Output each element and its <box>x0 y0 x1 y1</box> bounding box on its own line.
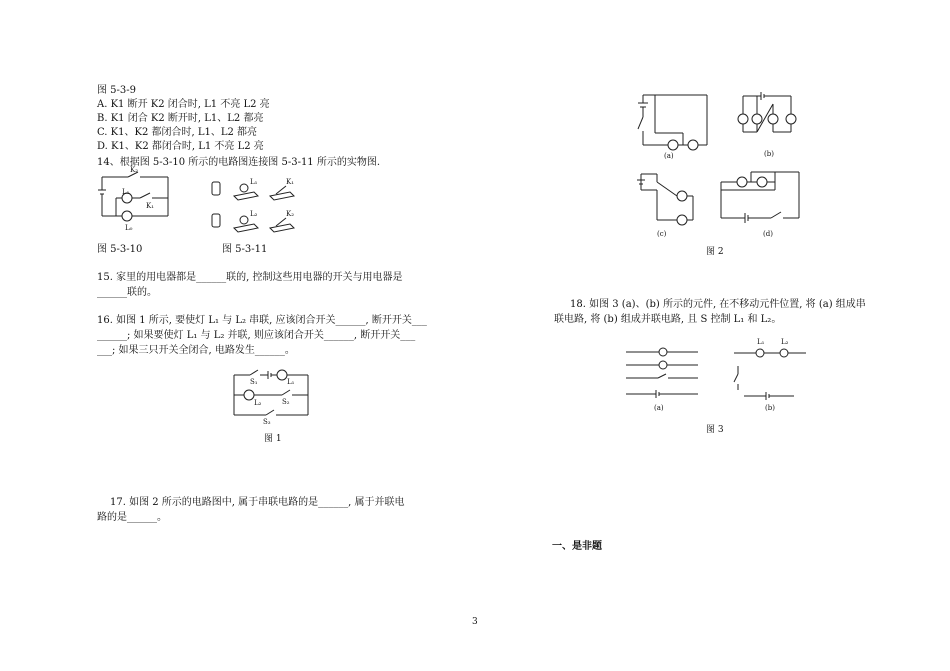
question-15-line-2: ______联的。 <box>97 287 157 298</box>
label-k2: K₂ <box>130 166 139 174</box>
option-d: D. K1、K2 都闭合时, L1 不亮 L2 亮 <box>97 141 264 152</box>
figure-label-1: 图 1 <box>264 434 282 444</box>
label-l1-fig1: L₁ <box>287 378 295 386</box>
figure-label-5-3-9: 图 5-3-9 <box>97 85 137 96</box>
question-16-line-2: ______; 如果要使灯 L₁ 与 L₂ 并联, 则应该闭合开关______, 断开开关___ <box>97 330 416 341</box>
label-s1: S₁ <box>250 378 258 386</box>
question-18-line-2: 联电路, 将 (b) 组成并联电路, 且 S 控制 L₁ 和 L₂。 <box>554 314 782 325</box>
label-k1-component: K₁ <box>286 178 295 186</box>
label-a-fig2: (a) <box>664 152 674 160</box>
circuit-diagram-figure-2b <box>735 88 799 138</box>
label-l2-fig3: L₂ <box>781 338 789 346</box>
circuit-diagram-figure-2a <box>635 93 713 153</box>
label-b-fig2: (b) <box>764 150 774 158</box>
section-heading-true-false: 一、是非题 <box>552 541 602 552</box>
label-d-fig2: (d) <box>763 230 773 238</box>
label-l0: L₀ <box>125 224 133 232</box>
label-l2-component: L₂ <box>250 210 258 218</box>
figure-label-5-3-11: 图 5-3-11 <box>222 244 268 255</box>
label-k2-component: K₂ <box>286 210 295 218</box>
circuit-diagram-5-3-10 <box>98 172 183 234</box>
question-14: 14、根据图 5-3-10 所示的电路图连接图 5-3-11 所示的实物图. <box>97 157 381 168</box>
label-b-fig3: (b) <box>765 404 775 412</box>
label-c-fig2: (c) <box>657 230 667 238</box>
question-17-line-1: 17. 如图 2 所示的电路图中, 属于串联电路的是______, 属于并联电 <box>110 497 405 508</box>
component-sketch-5-3-11 <box>210 178 300 234</box>
circuit-diagram-figure-1 <box>232 370 312 420</box>
figure-label-2: 图 2 <box>706 247 724 257</box>
option-c: C. K1、K2 都闭合时, L1、L2 都亮 <box>97 127 258 138</box>
question-18-line-1: 18. 如图 3 (a)、(b) 所示的元件, 在不移动元件位置, 将 (a) 组成串 <box>570 299 866 310</box>
question-15-line-1: 15. 家里的用电器都是______联的, 控制这些用电器的开关与用电器是 <box>97 272 403 283</box>
circuit-diagram-figure-2d <box>715 168 805 224</box>
label-k1: K₁ <box>146 202 155 210</box>
option-b: B. K1 闭合 K2 断开时, L1、L2 都亮 <box>97 113 264 124</box>
figure-label-3: 图 3 <box>706 425 724 435</box>
label-a-fig3: (a) <box>654 404 664 412</box>
option-a: A. K1 断开 K2 闭合时, L1 不亮 L2 亮 <box>97 99 270 110</box>
label-l1-component: L₁ <box>250 178 258 186</box>
question-16-line-3: ___; 如果三只开关全闭合, 电路发生______。 <box>97 345 295 356</box>
label-s2: S₂ <box>282 398 290 406</box>
label-l1-fig3: L₁ <box>757 338 765 346</box>
figure-label-5-3-10: 图 5-3-10 <box>97 244 143 255</box>
question-17-line-2: 路的是______。 <box>97 512 167 523</box>
component-layout-figure-3a <box>626 346 700 402</box>
question-16-line-1: 16. 如图 1 所示, 要使灯 L₁ 与 L₂ 串联, 应该闭合开关______, 断开开关___ <box>97 315 427 326</box>
page-number: 3 <box>472 617 478 627</box>
label-l2-fig1: L₂ <box>254 399 262 407</box>
circuit-diagram-figure-2c <box>637 170 697 232</box>
component-layout-figure-3b <box>732 344 810 402</box>
label-l1: L₁ <box>122 188 130 196</box>
label-s3: S₃ <box>263 418 271 426</box>
